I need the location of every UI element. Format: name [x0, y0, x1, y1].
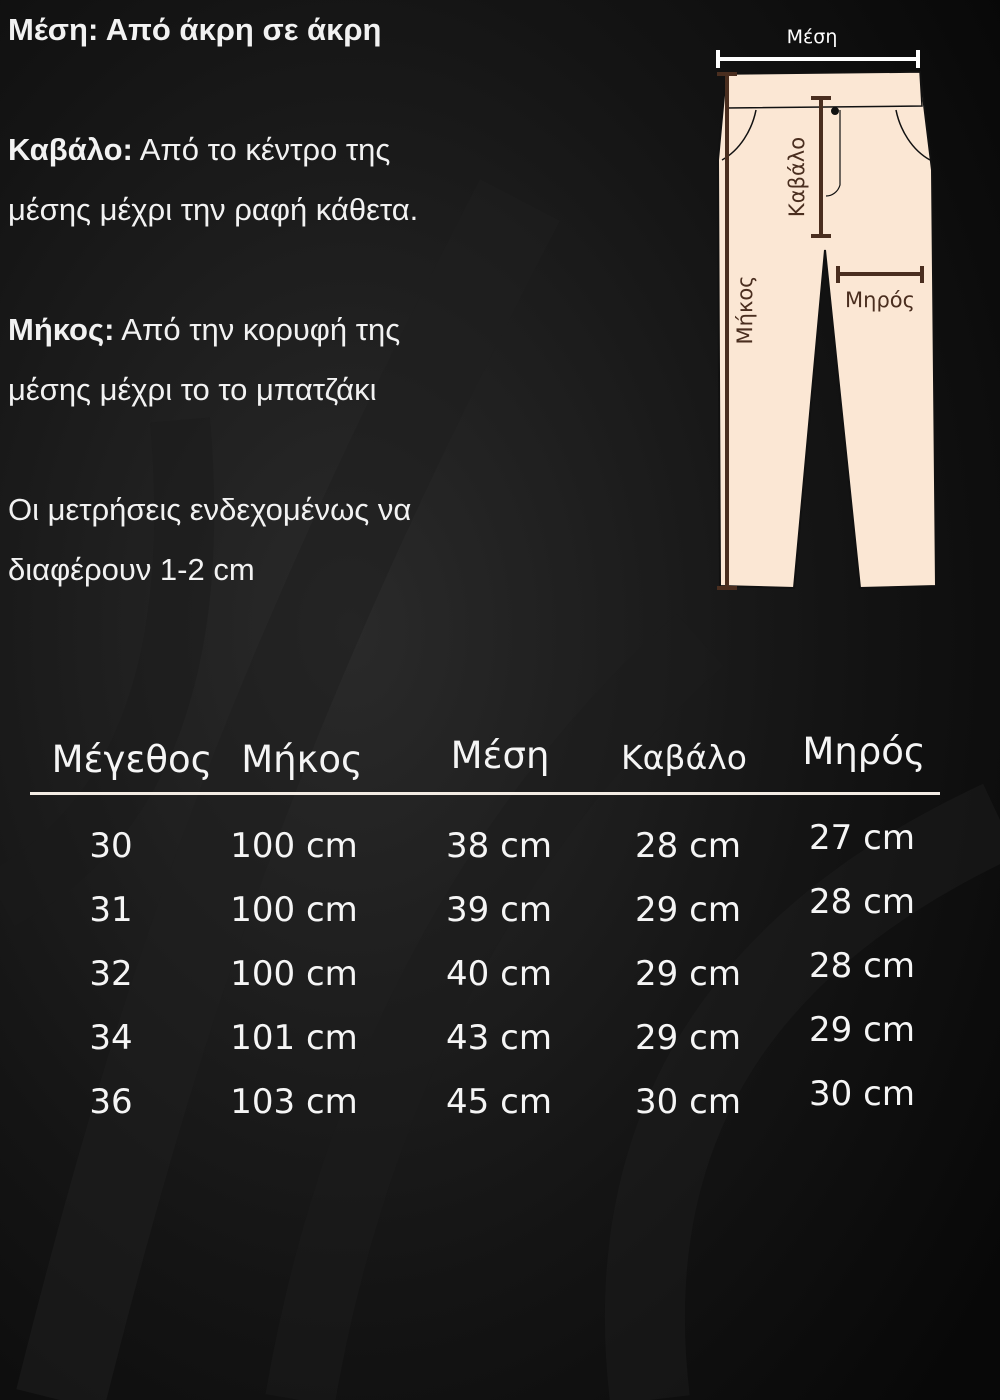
cell-size: 30	[89, 826, 133, 866]
crotch-description-line2: μέσης μέχρι την ραφή κάθετα.	[8, 192, 419, 227]
cell-waist: 40 cm	[446, 954, 552, 994]
length-description-line1: Μήκος: Από την κορυφή της	[8, 312, 401, 347]
cell-length: 100 cm	[230, 890, 358, 930]
cell-size: 36	[89, 1082, 133, 1122]
pants-diagram	[690, 10, 970, 610]
header-thigh: Μηρός	[802, 730, 926, 773]
measurement-description	[8, 0, 698, 600]
header-length: Μήκος	[241, 738, 363, 781]
cell-thigh: 27 cm	[809, 818, 915, 858]
cell-crotch: 29 cm	[635, 954, 741, 994]
header-crotch: Καβάλο	[621, 738, 747, 777]
table-row	[0, 882, 1000, 950]
cell-waist: 39 cm	[446, 890, 552, 930]
cell-length: 103 cm	[230, 1082, 358, 1122]
cell-size: 32	[89, 954, 133, 994]
header-divider	[30, 792, 940, 795]
cell-waist: 43 cm	[446, 1018, 552, 1058]
diagram-thigh-label: Μηρός	[845, 288, 915, 312]
cell-crotch: 29 cm	[635, 890, 741, 930]
note-line2: διαφέρουν 1-2 cm	[8, 552, 255, 587]
table-row	[0, 818, 1000, 886]
diagram-length-label: Μήκος	[733, 275, 757, 345]
cell-thigh: 30 cm	[809, 1074, 915, 1114]
header-size: Μέγεθος	[51, 738, 213, 781]
cell-crotch: 30 cm	[635, 1082, 741, 1122]
cell-thigh: 29 cm	[809, 1010, 915, 1050]
crotch-description-line1: Καβάλο: Από το κέντρο της	[8, 132, 391, 167]
cell-length: 100 cm	[230, 826, 358, 866]
table-row	[0, 1010, 1000, 1078]
cell-waist: 38 cm	[446, 826, 552, 866]
waistband	[726, 72, 922, 108]
table-row	[0, 1074, 1000, 1142]
cell-size: 31	[89, 890, 133, 930]
cell-crotch: 28 cm	[635, 826, 741, 866]
note-line1: Οι μετρήσεις ενδεχομένως να	[8, 492, 412, 527]
cell-thigh: 28 cm	[809, 882, 915, 922]
table-row	[0, 946, 1000, 1014]
cell-length: 100 cm	[230, 954, 358, 994]
waist-description: Μέση: Από άκρη σε άκρη	[8, 12, 382, 47]
cell-size: 34	[89, 1018, 133, 1058]
length-description-line2: μέσης μέχρι το το μπατζάκι	[8, 372, 377, 407]
button-icon	[831, 107, 839, 115]
cell-thigh: 28 cm	[809, 946, 915, 986]
diagram-waist-label: Μέση	[786, 26, 838, 48]
cell-crotch: 29 cm	[635, 1018, 741, 1058]
header-waist: Μέση	[450, 734, 550, 777]
cell-waist: 45 cm	[446, 1082, 552, 1122]
cell-length: 101 cm	[230, 1018, 358, 1058]
diagram-crotch-label: Καβάλο	[785, 136, 809, 218]
size-table-header	[0, 720, 1000, 800]
